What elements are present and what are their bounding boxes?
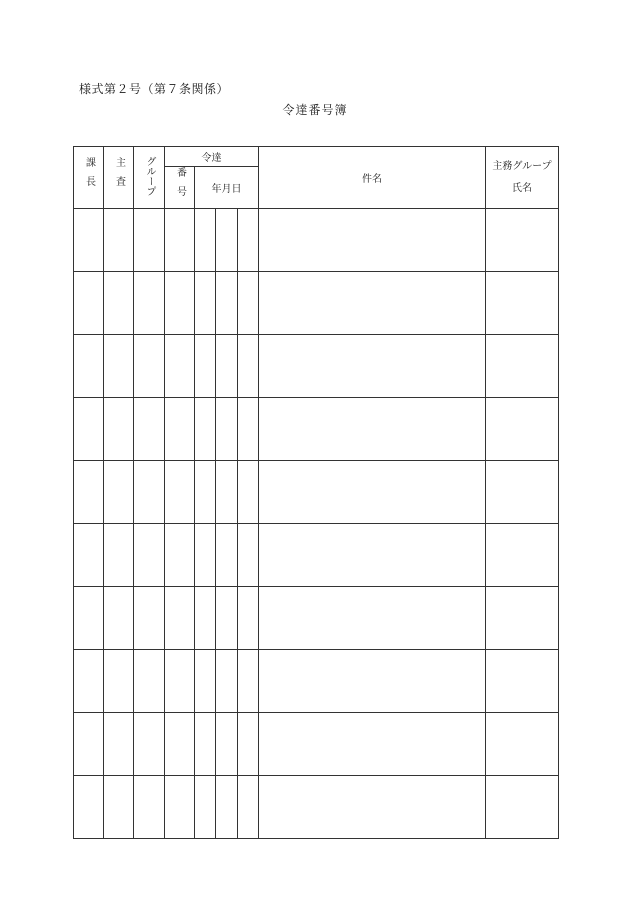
year-cell[interactable] xyxy=(195,398,216,461)
subject-cell[interactable] xyxy=(259,776,486,839)
group-cell[interactable] xyxy=(134,524,165,587)
responsible-cell[interactable] xyxy=(486,524,559,587)
month-cell[interactable] xyxy=(216,650,238,713)
section-chief-cell[interactable] xyxy=(74,713,104,776)
group-cell[interactable] xyxy=(134,272,165,335)
section-chief-cell[interactable] xyxy=(74,209,104,272)
responsible-cell[interactable] xyxy=(486,335,559,398)
section-chief-cell[interactable] xyxy=(74,776,104,839)
number-cell[interactable] xyxy=(165,335,195,398)
group-cell[interactable] xyxy=(134,398,165,461)
day-cell[interactable] xyxy=(238,272,259,335)
responsible-cell[interactable] xyxy=(486,587,559,650)
table-row xyxy=(74,335,559,398)
subject-cell[interactable] xyxy=(259,587,486,650)
number-cell[interactable] xyxy=(165,461,195,524)
section-chief-cell[interactable] xyxy=(74,650,104,713)
header-notice: 令達 xyxy=(165,147,259,167)
month-cell[interactable] xyxy=(216,524,238,587)
header-responsible-line1: 主務グループ xyxy=(492,160,552,172)
examiner-cell[interactable] xyxy=(104,272,134,335)
number-cell[interactable] xyxy=(165,209,195,272)
number-cell[interactable] xyxy=(165,776,195,839)
section-chief-cell[interactable] xyxy=(74,587,104,650)
day-cell[interactable] xyxy=(238,650,259,713)
examiner-cell[interactable] xyxy=(104,650,134,713)
table-row xyxy=(74,461,559,524)
subject-cell[interactable] xyxy=(259,713,486,776)
responsible-cell[interactable] xyxy=(486,209,559,272)
month-cell[interactable] xyxy=(216,398,238,461)
group-cell[interactable] xyxy=(134,650,165,713)
document-title: 令達番号簿 xyxy=(282,103,348,117)
month-cell[interactable] xyxy=(216,272,238,335)
ledger-table xyxy=(73,146,559,839)
month-cell[interactable] xyxy=(216,587,238,650)
day-cell[interactable] xyxy=(238,209,259,272)
header-responsible-line2: 氏名 xyxy=(512,182,532,194)
number-cell[interactable] xyxy=(165,398,195,461)
subject-cell[interactable] xyxy=(259,398,486,461)
day-cell[interactable] xyxy=(238,335,259,398)
day-cell[interactable] xyxy=(238,524,259,587)
header-group: グループ xyxy=(134,147,165,209)
group-cell[interactable] xyxy=(134,209,165,272)
examiner-cell[interactable] xyxy=(104,776,134,839)
responsible-cell[interactable] xyxy=(486,461,559,524)
examiner-cell[interactable] xyxy=(104,461,134,524)
section-chief-cell[interactable] xyxy=(74,524,104,587)
day-cell[interactable] xyxy=(238,398,259,461)
number-cell[interactable] xyxy=(165,650,195,713)
section-chief-cell[interactable] xyxy=(74,398,104,461)
section-chief-cell[interactable] xyxy=(74,461,104,524)
table-row xyxy=(74,650,559,713)
month-cell[interactable] xyxy=(216,461,238,524)
form-number: 様式第２号（第７条関係） xyxy=(79,82,230,96)
header-responsible-group xyxy=(486,147,559,209)
subject-cell[interactable] xyxy=(259,335,486,398)
table-row xyxy=(74,713,559,776)
number-cell[interactable] xyxy=(165,272,195,335)
responsible-cell[interactable] xyxy=(486,272,559,335)
year-cell[interactable] xyxy=(195,524,216,587)
table-row xyxy=(74,398,559,461)
group-cell[interactable] xyxy=(134,776,165,839)
day-cell[interactable] xyxy=(238,587,259,650)
year-cell[interactable] xyxy=(195,272,216,335)
day-cell[interactable] xyxy=(238,776,259,839)
section-chief-cell[interactable] xyxy=(74,272,104,335)
header-row-top xyxy=(74,147,559,167)
subject-cell[interactable] xyxy=(259,461,486,524)
group-cell[interactable] xyxy=(134,461,165,524)
month-cell[interactable] xyxy=(216,713,238,776)
subject-cell[interactable] xyxy=(259,650,486,713)
year-cell[interactable] xyxy=(195,335,216,398)
examiner-cell[interactable] xyxy=(104,335,134,398)
subject-cell[interactable] xyxy=(259,524,486,587)
responsible-cell[interactable] xyxy=(486,650,559,713)
month-cell[interactable] xyxy=(216,776,238,839)
responsible-cell[interactable] xyxy=(486,776,559,839)
examiner-cell[interactable] xyxy=(104,587,134,650)
header-examiner: 主査 xyxy=(104,147,134,209)
subject-cell[interactable] xyxy=(259,272,486,335)
month-cell[interactable] xyxy=(216,335,238,398)
header-section-chief: 課長 xyxy=(74,147,104,209)
year-cell[interactable] xyxy=(195,713,216,776)
header-subject: 件名 xyxy=(259,147,486,209)
responsible-cell[interactable] xyxy=(486,713,559,776)
year-cell[interactable] xyxy=(195,209,216,272)
day-cell[interactable] xyxy=(238,461,259,524)
group-cell[interactable] xyxy=(134,335,165,398)
responsible-cell[interactable] xyxy=(486,398,559,461)
header-number: 番号 xyxy=(165,167,195,209)
number-cell[interactable] xyxy=(165,713,195,776)
table-row xyxy=(74,209,559,272)
group-cell[interactable] xyxy=(134,713,165,776)
month-cell[interactable] xyxy=(216,209,238,272)
number-cell[interactable] xyxy=(165,587,195,650)
header-date: 年月日 xyxy=(195,167,259,209)
year-cell[interactable] xyxy=(195,461,216,524)
number-cell[interactable] xyxy=(165,524,195,587)
day-cell[interactable] xyxy=(238,713,259,776)
table-row xyxy=(74,272,559,335)
examiner-cell[interactable] xyxy=(104,209,134,272)
year-cell[interactable] xyxy=(195,587,216,650)
examiner-cell[interactable] xyxy=(104,713,134,776)
subject-cell[interactable] xyxy=(259,209,486,272)
table-row xyxy=(74,776,559,839)
examiner-cell[interactable] xyxy=(104,398,134,461)
examiner-cell[interactable] xyxy=(104,524,134,587)
section-chief-cell[interactable] xyxy=(74,335,104,398)
table-row xyxy=(74,587,559,650)
group-cell[interactable] xyxy=(134,587,165,650)
table-row xyxy=(74,524,559,587)
year-cell[interactable] xyxy=(195,650,216,713)
year-cell[interactable] xyxy=(195,776,216,839)
